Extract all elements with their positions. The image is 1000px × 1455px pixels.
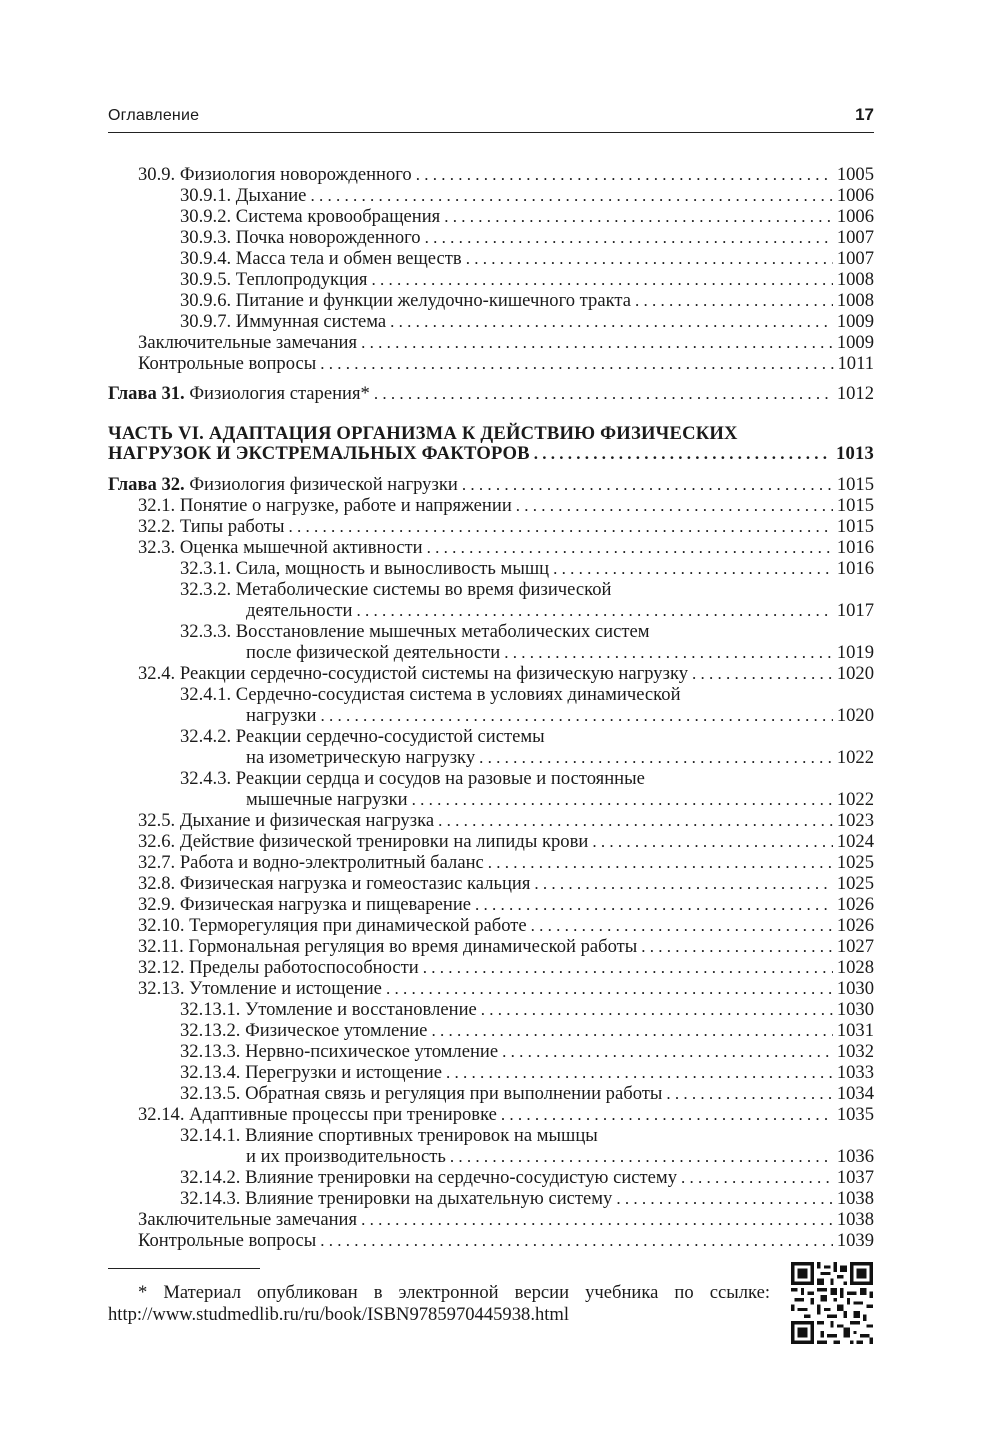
dot-leader bbox=[425, 227, 833, 248]
toc-entry[interactable] bbox=[138, 1209, 874, 1230]
toc-entry-label bbox=[108, 443, 530, 464]
toc-number: 32.12. bbox=[138, 957, 185, 978]
toc-entry[interactable] bbox=[246, 705, 874, 726]
toc-page-number: 1025 bbox=[836, 852, 874, 873]
chapter-number: Глава 32. bbox=[108, 474, 185, 495]
qr-code-icon bbox=[791, 1262, 873, 1344]
toc-title: Контрольные вопросы bbox=[138, 353, 317, 374]
toc-page-number: 1009 bbox=[836, 311, 874, 332]
toc-line bbox=[180, 684, 681, 705]
toc-title: после физической деятельности bbox=[246, 642, 501, 663]
toc-title: Сила, мощность и выносливость мышц bbox=[235, 558, 550, 579]
toc-title: деятельности bbox=[246, 600, 353, 621]
toc-title: Типы работы bbox=[179, 516, 285, 537]
toc-number: 30.9.3. bbox=[180, 227, 232, 248]
dot-leader bbox=[481, 999, 833, 1020]
toc-page-number: 1036 bbox=[836, 1146, 874, 1167]
toc-page-number: 1008 bbox=[836, 290, 874, 311]
dot-leader bbox=[692, 663, 833, 684]
toc-page-number: 1019 bbox=[836, 642, 874, 663]
toc-entry-label bbox=[180, 311, 386, 332]
toc-title: нагрузки bbox=[246, 705, 317, 726]
dot-leader bbox=[616, 1188, 832, 1209]
toc-entry-label bbox=[138, 537, 423, 558]
toc-number: 32.6. bbox=[138, 831, 176, 852]
toc-page-number: 1015 bbox=[836, 495, 874, 516]
toc-number: 30.9.7. bbox=[180, 311, 232, 332]
toc-title: Перегрузки и истощение bbox=[245, 1062, 442, 1083]
toc-entry[interactable] bbox=[138, 495, 874, 516]
dot-leader bbox=[462, 474, 833, 495]
toc-title: Адаптивные процессы при тренировке bbox=[189, 1104, 497, 1125]
dot-leader bbox=[310, 185, 832, 206]
toc-entry-label bbox=[138, 978, 382, 999]
toc-number: 32.14.1. bbox=[180, 1125, 246, 1146]
dot-leader bbox=[635, 290, 833, 311]
toc-title: Обратная связь и регуляция при выполнении работы bbox=[245, 1083, 663, 1104]
toc-entry-label bbox=[180, 1041, 498, 1062]
dot-leader bbox=[431, 1020, 832, 1041]
toc-title: Нервно-психическое утомление bbox=[245, 1041, 499, 1062]
toc-line bbox=[180, 579, 611, 600]
dot-leader bbox=[427, 537, 833, 558]
toc-entry[interactable] bbox=[138, 164, 874, 185]
toc-number: 32.4.3. bbox=[180, 768, 236, 789]
toc-entry-label bbox=[138, 516, 284, 537]
toc-entry-label bbox=[246, 600, 352, 621]
toc-page-number: 1034 bbox=[836, 1083, 874, 1104]
toc-number: 32.13.2. bbox=[180, 1020, 241, 1041]
toc-number: 32.13. bbox=[138, 978, 185, 999]
toc-number: 32.13.4. bbox=[180, 1062, 241, 1083]
toc-title: Оценка мышечной активности bbox=[179, 537, 423, 558]
toc-entry[interactable] bbox=[108, 474, 874, 495]
toc-entry-label bbox=[138, 663, 688, 684]
toc-title: Заключительные замечания bbox=[138, 332, 358, 353]
toc-entry[interactable] bbox=[246, 789, 874, 810]
dot-leader bbox=[501, 1104, 833, 1125]
dot-leader bbox=[320, 1230, 833, 1251]
dot-leader bbox=[531, 915, 833, 936]
dot-leader bbox=[423, 957, 833, 978]
header-title: Оглавление bbox=[108, 107, 200, 124]
dot-leader bbox=[502, 1041, 833, 1062]
toc-page-number: 1007 bbox=[836, 227, 874, 248]
toc-entry-label bbox=[138, 957, 419, 978]
dot-leader bbox=[444, 206, 833, 227]
toc-entry-label bbox=[138, 852, 484, 873]
toc-page-number: 1038 bbox=[836, 1209, 874, 1230]
toc-entry[interactable] bbox=[138, 663, 874, 684]
toc-entry[interactable] bbox=[138, 852, 874, 873]
toc-page-number: 1020 bbox=[836, 705, 874, 726]
toc-entry-label bbox=[180, 269, 367, 290]
toc-title: Физическое утомление bbox=[245, 1020, 428, 1041]
dot-leader bbox=[371, 269, 832, 290]
toc-page-number: 1031 bbox=[836, 1020, 874, 1041]
toc-title: Понятие о нагрузке, работе и напряжении bbox=[179, 495, 512, 516]
toc-number: 32.11. bbox=[138, 936, 184, 957]
toc-title: Физическая нагрузка и пищеварение bbox=[179, 894, 472, 915]
dot-leader bbox=[516, 495, 833, 516]
toc-page-number: 1015 bbox=[836, 516, 874, 537]
toc-entry[interactable] bbox=[246, 600, 874, 621]
toc-title: Реакции сердечно-сосудистой системы на физическую нагрузку bbox=[179, 663, 689, 684]
toc-number: 32.8. bbox=[138, 873, 176, 894]
dot-leader bbox=[450, 1146, 833, 1167]
toc-title: Терморегуляция при динамической работе bbox=[189, 915, 527, 936]
dot-leader bbox=[356, 600, 832, 621]
toc-entry-label bbox=[108, 383, 370, 404]
toc-page-number: 1026 bbox=[836, 915, 874, 936]
toc-page-number: 1024 bbox=[836, 831, 874, 852]
toc-page-number: 1032 bbox=[836, 1041, 874, 1062]
toc-entry[interactable] bbox=[138, 831, 874, 852]
dot-leader bbox=[438, 810, 833, 831]
toc-entry[interactable] bbox=[180, 1188, 874, 1209]
toc-entry[interactable] bbox=[180, 311, 874, 332]
toc-title: и их производительность bbox=[246, 1146, 446, 1167]
toc-entry[interactable] bbox=[180, 1020, 874, 1041]
toc-page-number: 1033 bbox=[836, 1062, 874, 1083]
footnote-text: * Материал опубликован в электронной версии учебника по ссылке: bbox=[138, 1282, 770, 1303]
toc-number: 30.9.4. bbox=[180, 248, 232, 269]
toc-title: Дыхание и физическая нагрузка bbox=[179, 810, 435, 831]
toc-entry-label bbox=[180, 999, 477, 1020]
toc-entry[interactable] bbox=[180, 290, 874, 311]
toc-number: 32.10. bbox=[138, 915, 185, 936]
toc-number: 32.4.1. bbox=[180, 684, 236, 705]
toc-number: 32.3. bbox=[138, 537, 176, 558]
toc-page-number: 1008 bbox=[836, 269, 874, 290]
toc-title: Физиология старения* bbox=[189, 383, 370, 404]
dot-leader bbox=[321, 705, 833, 726]
toc-page-number: 1035 bbox=[836, 1104, 874, 1125]
toc-page-number: 1015 bbox=[836, 474, 874, 495]
toc-page-number: 1005 bbox=[836, 164, 874, 185]
toc-entry-label bbox=[180, 1020, 427, 1041]
toc-entry-label bbox=[180, 227, 421, 248]
toc-page-number: 1025 bbox=[836, 873, 874, 894]
toc-page-number: 1012 bbox=[836, 383, 874, 404]
dot-leader bbox=[641, 936, 833, 957]
toc-title: Утомление и истощение bbox=[189, 978, 382, 999]
toc-number: 30.9.6. bbox=[180, 290, 232, 311]
toc-title: Иммунная система bbox=[235, 311, 387, 332]
toc-line bbox=[180, 621, 650, 642]
toc-title: Сердечно-сосудистая система в условиях динамической bbox=[235, 684, 681, 705]
toc-title: Дыхание bbox=[235, 185, 307, 206]
toc-title: Почка новорожденного bbox=[235, 227, 421, 248]
dot-leader bbox=[666, 1083, 832, 1104]
dot-leader bbox=[374, 383, 833, 404]
toc-number: 32.4. bbox=[138, 663, 176, 684]
toc-page-number: 1030 bbox=[836, 978, 874, 999]
toc-entry-label bbox=[246, 705, 317, 726]
toc-entry-label bbox=[138, 831, 588, 852]
dot-leader bbox=[534, 443, 832, 464]
toc-entry-label bbox=[180, 558, 549, 579]
toc-number: 32.13.1. bbox=[180, 999, 241, 1020]
toc-number: 30.9.2. bbox=[180, 206, 232, 227]
toc-line bbox=[180, 768, 645, 789]
toc-entry[interactable] bbox=[180, 1041, 874, 1062]
toc-number: 32.14. bbox=[138, 1104, 185, 1125]
toc-entry-label bbox=[138, 353, 316, 374]
toc-title: Физическая нагрузка и гомеостазис кальция bbox=[179, 873, 531, 894]
dot-leader bbox=[386, 978, 833, 999]
toc-entry[interactable] bbox=[180, 1062, 874, 1083]
toc-title: Работа и водно-электролитный баланс bbox=[179, 852, 484, 873]
toc-entry[interactable] bbox=[138, 516, 874, 537]
toc-title: Влияние тренировки на дыхательную систему bbox=[245, 1188, 613, 1209]
toc-entry[interactable] bbox=[138, 353, 874, 374]
toc-title: Физиология физической нагрузки bbox=[189, 474, 458, 495]
toc-number: 32.2. bbox=[138, 516, 176, 537]
toc-entry[interactable] bbox=[138, 332, 874, 353]
toc-number: 32.1. bbox=[138, 495, 176, 516]
toc-number: 32.7. bbox=[138, 852, 176, 873]
toc-number: 32.9. bbox=[138, 894, 176, 915]
page-number: 17 bbox=[855, 105, 874, 124]
toc-page-number: 1038 bbox=[836, 1188, 874, 1209]
toc-page-number: 1009 bbox=[836, 332, 874, 353]
toc-title: Система кровообращения bbox=[235, 206, 441, 227]
dot-leader bbox=[479, 747, 833, 768]
footnote bbox=[108, 1282, 770, 1325]
toc-entry[interactable] bbox=[246, 747, 874, 768]
toc-number: 32.3.3. bbox=[180, 621, 236, 642]
toc-entry-label bbox=[246, 642, 500, 663]
toc-page-number: 1028 bbox=[836, 957, 874, 978]
toc-title: Влияние тренировки на сердечно-сосудистую систему bbox=[245, 1167, 677, 1188]
toc-entry[interactable] bbox=[138, 1104, 874, 1125]
dot-leader bbox=[466, 248, 833, 269]
toc-entry-label bbox=[180, 1188, 612, 1209]
toc-number: 30.9.5. bbox=[180, 269, 232, 290]
toc-entry[interactable] bbox=[138, 873, 874, 894]
toc-entry[interactable] bbox=[138, 894, 874, 915]
toc-title: Заключительные замечания bbox=[138, 1209, 358, 1230]
toc-line bbox=[108, 423, 738, 444]
toc-entry-label bbox=[246, 747, 475, 768]
toc-entry-label bbox=[138, 915, 527, 936]
toc-entry[interactable] bbox=[138, 810, 874, 831]
dot-leader bbox=[681, 1167, 833, 1188]
toc-title: Метаболические системы во время физической bbox=[235, 579, 612, 600]
toc-number: 30.9.1. bbox=[180, 185, 232, 206]
toc-page-number: 1020 bbox=[836, 663, 874, 684]
toc-entry-label bbox=[138, 164, 412, 185]
toc-page-number: 1017 bbox=[836, 600, 874, 621]
toc-entry-label bbox=[180, 248, 462, 269]
toc-number: 32.14.3. bbox=[180, 1188, 241, 1209]
toc-title: Пределы работоспособности bbox=[189, 957, 419, 978]
toc-title: Теплопродукция bbox=[235, 269, 368, 290]
toc-page-number: 1006 bbox=[836, 206, 874, 227]
toc-title: на изометрическую нагрузку bbox=[246, 747, 476, 768]
toc-number: 32.3.2. bbox=[180, 579, 236, 600]
toc-page-number: 1022 bbox=[836, 789, 874, 810]
dot-leader bbox=[416, 164, 833, 185]
dot-leader bbox=[534, 873, 832, 894]
dot-leader bbox=[553, 558, 833, 579]
toc-title: Масса тела и обмен веществ bbox=[235, 248, 462, 269]
toc-page-number: 1039 bbox=[836, 1230, 874, 1251]
toc-number: 32.4.2. bbox=[180, 726, 236, 747]
toc-entry[interactable] bbox=[180, 248, 874, 269]
toc-entry[interactable] bbox=[180, 227, 874, 248]
toc-title: Реакции сердца и сосудов на разовые и постоянные bbox=[235, 768, 645, 789]
toc-title: Влияние спортивных тренировок на мышцы bbox=[245, 1125, 598, 1146]
toc-entry[interactable] bbox=[246, 1146, 874, 1167]
toc-entry[interactable] bbox=[180, 1083, 874, 1104]
toc-number: 32.14.2. bbox=[180, 1167, 241, 1188]
toc-number: 32.13.5. bbox=[180, 1083, 241, 1104]
toc-entry[interactable] bbox=[138, 1230, 874, 1251]
toc-page-number: 1011 bbox=[837, 353, 874, 374]
toc-page-number: 1007 bbox=[836, 248, 874, 269]
toc-entry[interactable] bbox=[138, 915, 874, 936]
dot-leader bbox=[446, 1062, 833, 1083]
toc-title: Действие физической тренировки на липиды крови bbox=[179, 831, 589, 852]
toc-entry[interactable] bbox=[180, 269, 874, 290]
toc-title: НАГРУЗОК И ЭКСТРЕМАЛЬНЫХ ФАКТОРОВ bbox=[108, 443, 530, 464]
dot-leader bbox=[592, 831, 832, 852]
toc-number: 32.3.1. bbox=[180, 558, 232, 579]
toc-entry-label bbox=[138, 1230, 316, 1251]
toc-entry[interactable] bbox=[180, 999, 874, 1020]
dot-leader bbox=[475, 894, 833, 915]
dot-leader bbox=[504, 642, 833, 663]
toc-page-number: 1030 bbox=[836, 999, 874, 1020]
toc-page-number: 1016 bbox=[836, 537, 874, 558]
toc-title: Восстановление мышечных метаболических систем bbox=[235, 621, 650, 642]
toc-page-number: 1026 bbox=[836, 894, 874, 915]
toc-entry-label bbox=[246, 789, 408, 810]
toc-entry-label bbox=[180, 1083, 662, 1104]
toc-page-number: 1037 bbox=[836, 1167, 874, 1188]
toc-entry[interactable] bbox=[246, 642, 874, 663]
dot-leader bbox=[320, 353, 833, 374]
toc-number: 32.13.3. bbox=[180, 1041, 241, 1062]
toc-title: мышечные нагрузки bbox=[246, 789, 408, 810]
footnote-separator bbox=[108, 1268, 260, 1269]
toc-entry-label bbox=[180, 185, 306, 206]
toc-number: 30.9. bbox=[138, 164, 176, 185]
toc-title: Гормональная регуляция во время динамической работы bbox=[188, 936, 638, 957]
toc-entry[interactable] bbox=[138, 936, 874, 957]
toc-entry-label bbox=[180, 290, 631, 311]
toc-entry[interactable] bbox=[138, 537, 874, 558]
toc-page-number: 1022 bbox=[836, 747, 874, 768]
dot-leader bbox=[288, 516, 832, 537]
toc-entry[interactable] bbox=[180, 206, 874, 227]
toc-title: Утомление и восстановление bbox=[245, 999, 477, 1020]
dot-leader bbox=[488, 852, 833, 873]
toc-line bbox=[180, 1125, 598, 1146]
toc-number: 32.5. bbox=[138, 810, 176, 831]
toc-title: Физиология новорожденного bbox=[179, 164, 412, 185]
chapter-number: Глава 31. bbox=[108, 383, 185, 404]
toc-entry-label bbox=[138, 332, 357, 353]
dot-leader bbox=[412, 789, 833, 810]
toc-entry-label bbox=[180, 1167, 677, 1188]
toc-entry[interactable] bbox=[108, 443, 874, 464]
toc-title: ЧАСТЬ VI. АДАПТАЦИЯ ОРГАНИЗМА К ДЕЙСТВИЮ ФИЗИЧЕСКИХ bbox=[108, 423, 738, 444]
dot-leader bbox=[361, 1209, 833, 1230]
toc-entry[interactable] bbox=[180, 185, 874, 206]
toc-title: Реакции сердечно-сосудистой системы bbox=[235, 726, 545, 747]
toc-page-number: 1006 bbox=[836, 185, 874, 206]
toc-entry-label bbox=[246, 1146, 446, 1167]
toc-title: Питание и функции желудочно-кишечного тракта bbox=[235, 290, 631, 311]
toc-entry-label bbox=[108, 474, 458, 495]
dot-leader bbox=[361, 332, 833, 353]
footnote-link[interactable]: http://www.studmedlib.ru/ru/book/ISBN9785970445938.html bbox=[108, 1303, 570, 1325]
toc-entry-label bbox=[138, 936, 637, 957]
toc-entry[interactable] bbox=[138, 957, 874, 978]
toc-entry[interactable] bbox=[180, 558, 874, 579]
dot-leader bbox=[390, 311, 833, 332]
toc-entry[interactable] bbox=[138, 978, 874, 999]
toc-page-number: 1013 bbox=[836, 443, 874, 464]
toc-entry-label bbox=[138, 873, 530, 894]
toc-entry[interactable] bbox=[108, 383, 874, 404]
toc-line bbox=[180, 726, 545, 747]
toc-page-number: 1027 bbox=[836, 936, 874, 957]
toc-entry-label bbox=[138, 495, 512, 516]
toc-entry[interactable] bbox=[180, 1167, 874, 1188]
toc-entry-label bbox=[138, 894, 471, 915]
toc-page-number: 1016 bbox=[836, 558, 874, 579]
toc-page-number: 1023 bbox=[836, 810, 874, 831]
toc-entry-label bbox=[138, 810, 434, 831]
toc-title: Контрольные вопросы bbox=[138, 1230, 317, 1251]
toc-entry-label bbox=[180, 1062, 442, 1083]
toc-entry-label bbox=[138, 1209, 357, 1230]
toc-entry-label bbox=[138, 1104, 497, 1125]
toc-entry-label bbox=[180, 206, 440, 227]
